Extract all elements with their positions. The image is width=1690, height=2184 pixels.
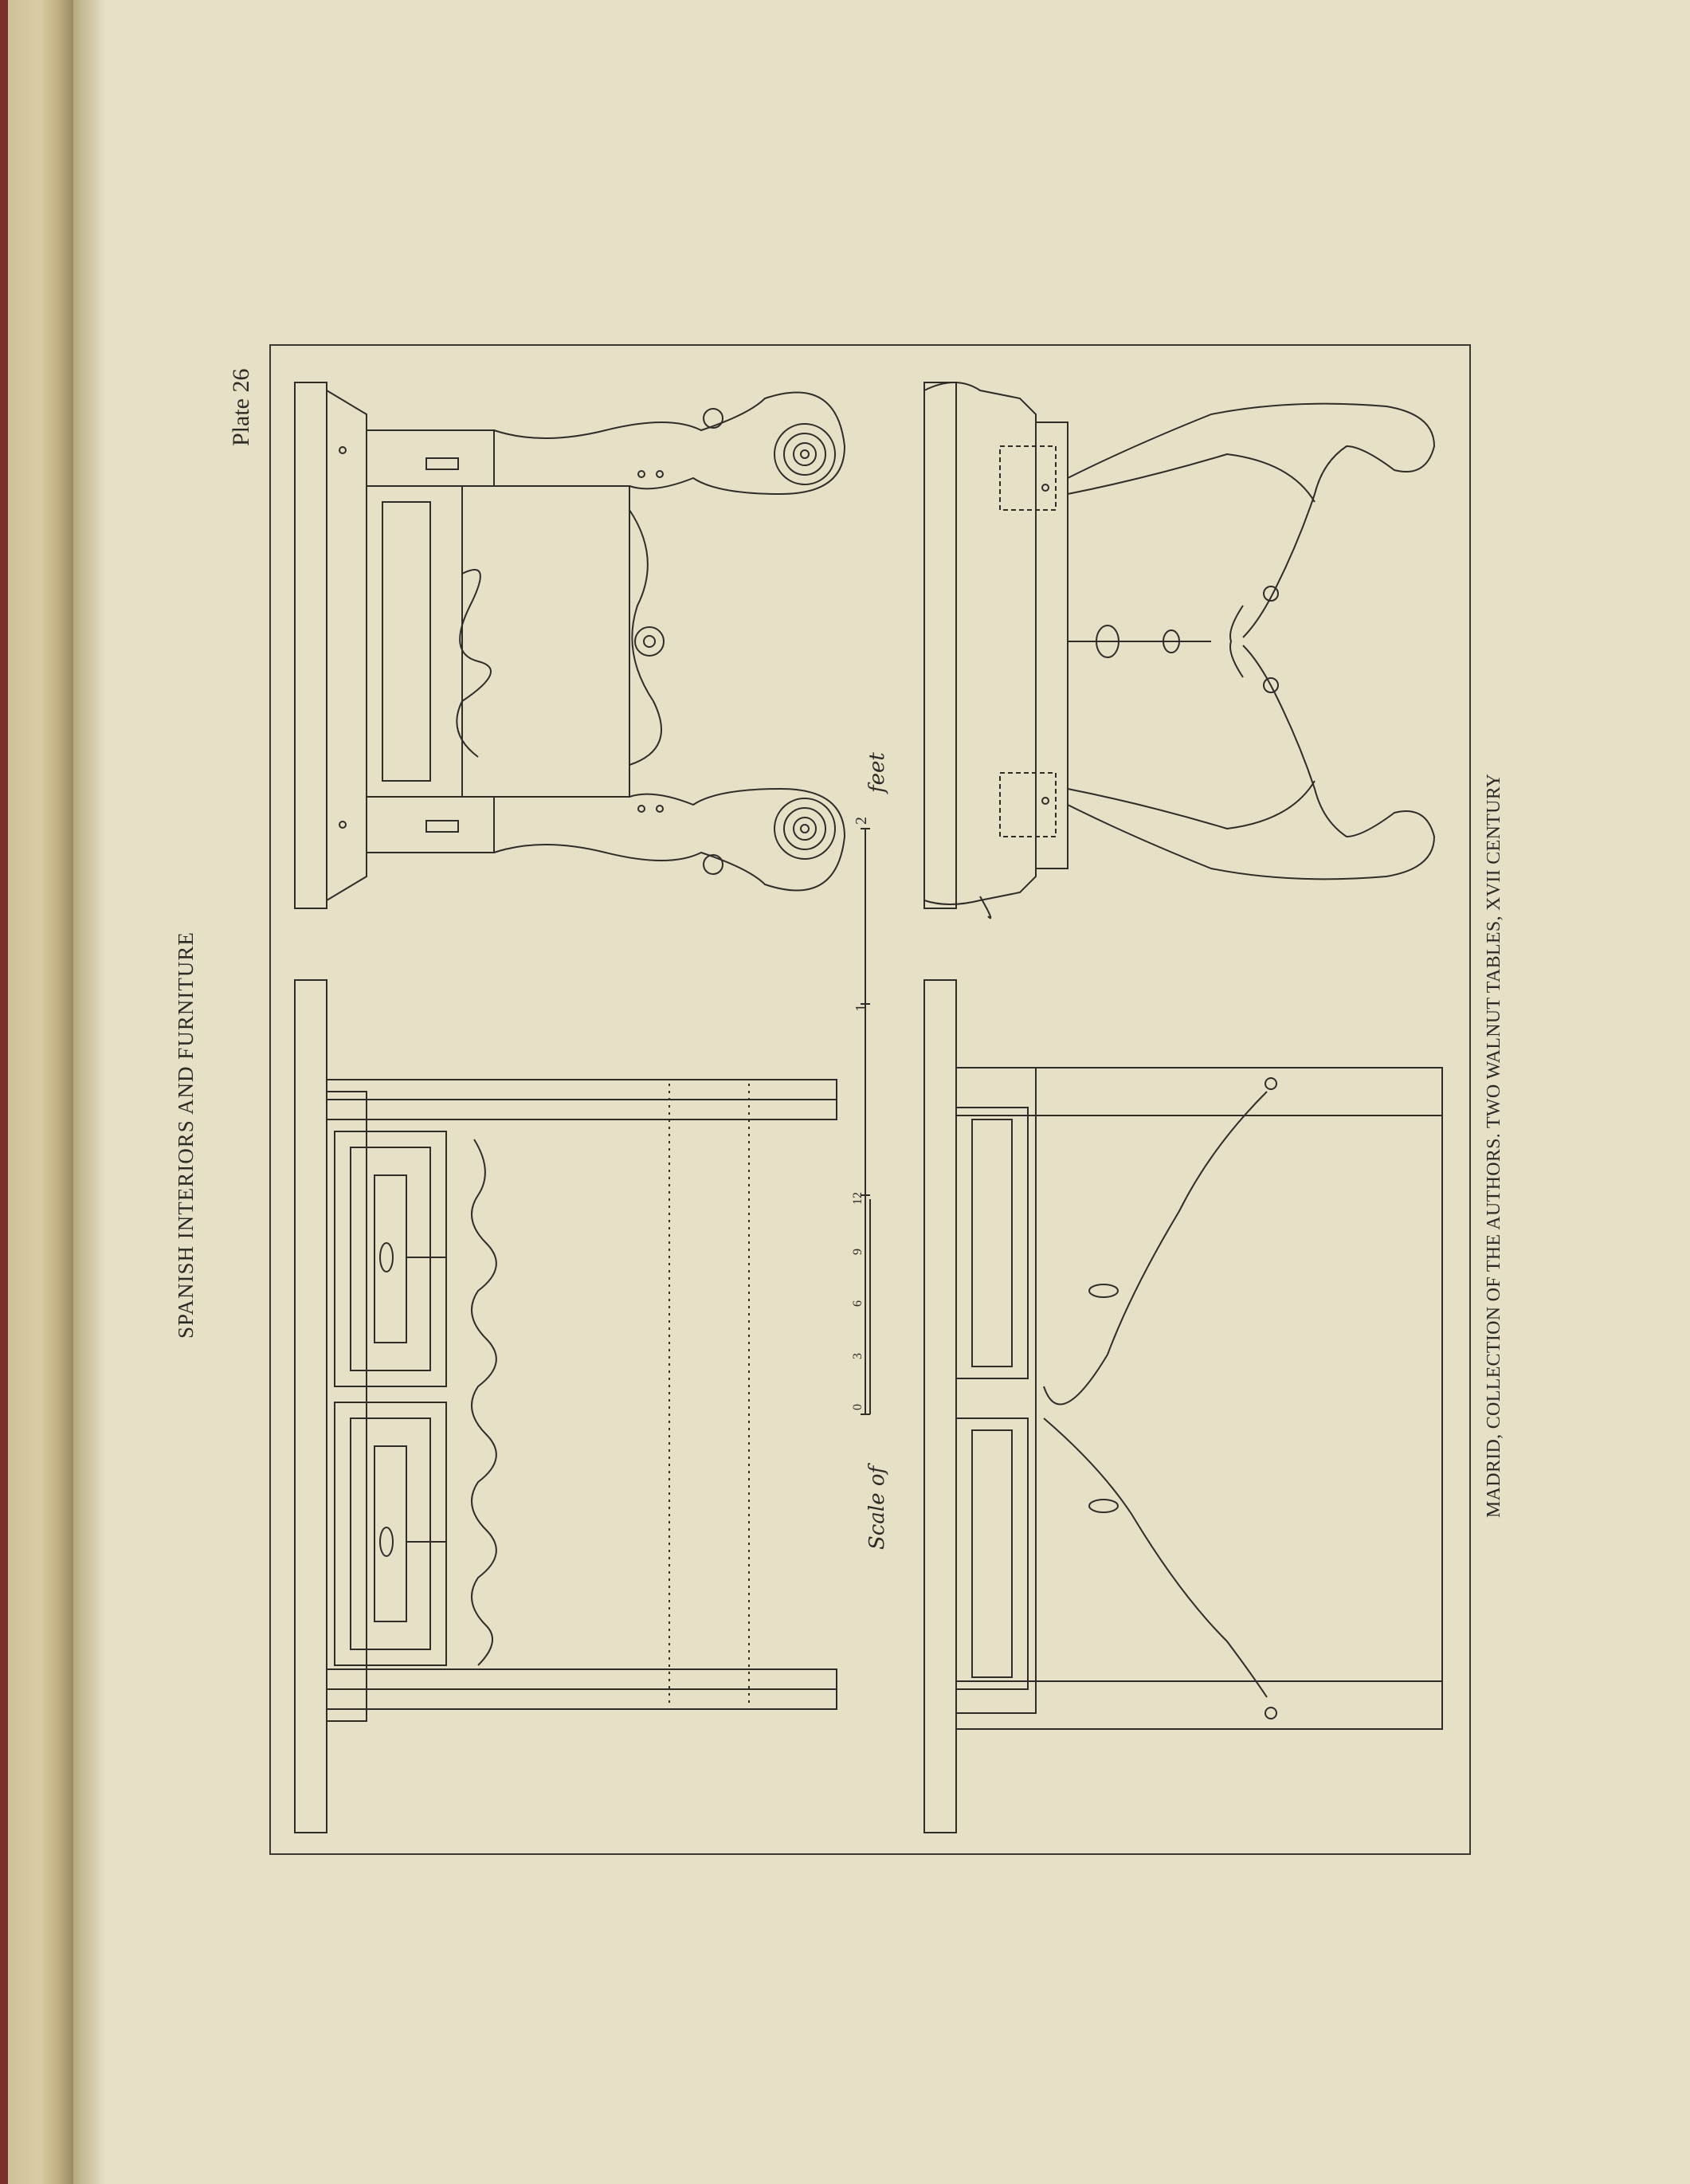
scale-tick-9: 9 — [851, 1249, 865, 1255]
scale-tick-3: 3 — [851, 1353, 865, 1359]
scale-unit-label: feet — [865, 752, 889, 793]
plate-label: Plate 26 — [228, 368, 254, 446]
table-b-front-elevation — [924, 980, 1442, 1833]
scale-tick-0: 0 — [851, 1404, 865, 1410]
scale-tick-12: 12 — [851, 1192, 865, 1205]
scale-tick-2-feet: 2 — [853, 817, 870, 825]
drawing-scale-bar — [861, 829, 870, 1414]
table-b-side-elevation — [924, 382, 1434, 918]
scale-tick-6: 6 — [851, 1300, 865, 1307]
running-head: SPANISH INTERIORS AND FURNITURE — [174, 931, 198, 1339]
table-a-side-elevation — [295, 382, 845, 908]
scale-label: Scale of — [865, 1465, 889, 1550]
plate-caption: MADRID, COLLECTION OF THE AUTHORS. TWO WALNUT TABLES, XVII CENTURY — [1484, 773, 1504, 1518]
table-a-front-elevation — [295, 980, 837, 1833]
scale-tick-1-foot: 1 — [853, 1004, 870, 1012]
